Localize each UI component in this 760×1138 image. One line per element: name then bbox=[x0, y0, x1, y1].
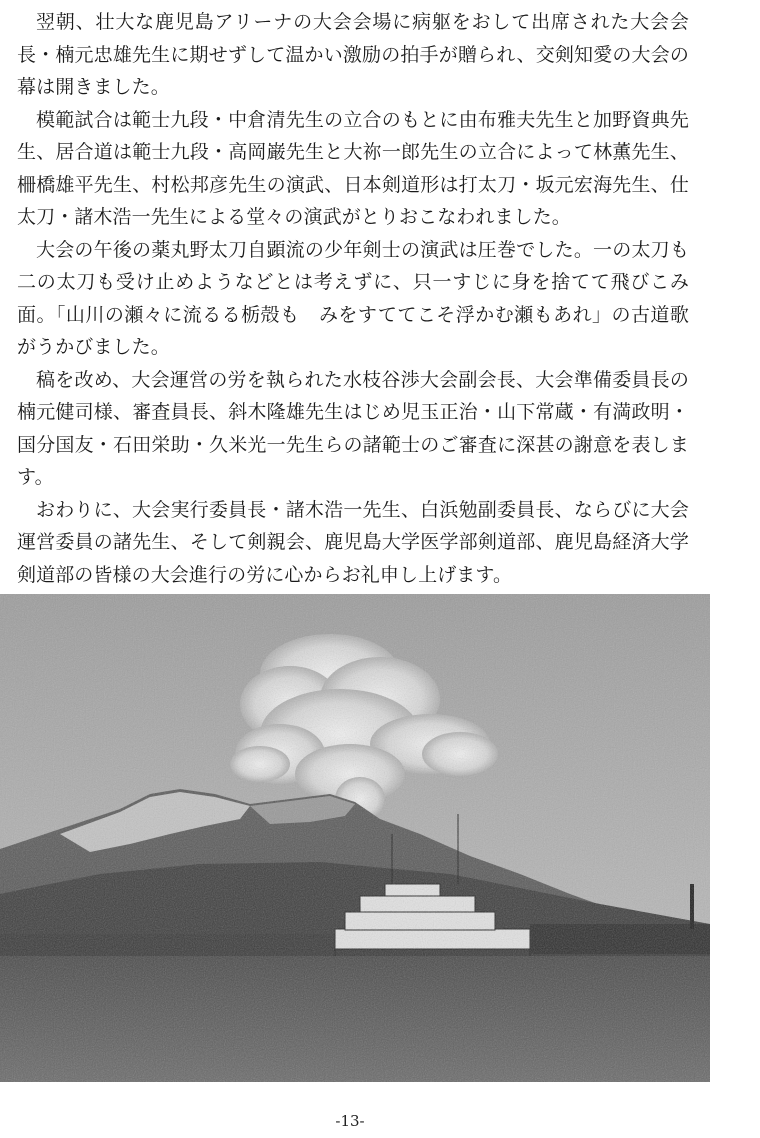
paragraph-3: 大会の午後の薬丸野太刀自顕流の少年剣士の演武は圧巻でした。一の太刀も二の太刀も受け止めようなどとは考えずに、只一すじに身を捨てて飛びこみ面。「山川の瀬々に流るる栃殻も みをすててこそ浮かむ瀬もあれ」の古道歌がうかびました。 bbox=[17, 238, 689, 358]
paragraph-4: 稿を改め、大会運営の労を執られた水枝谷渉大会副会長、大会準備委員長の楠元健司様、審査員長、斜木隆雄先生はじめ児玉正治・山下常蔵・有満政明・国分国友・石田栄助・久米光一先生らの諸範士のご審査に深甚の謝意を表します。 bbox=[17, 368, 689, 488]
paragraph-2: 模範試合は範士九段・中倉清先生の立合のもとに由布雅夫先生と加野資典先生、居合道は範士九段・高岡巌先生と大祢一郎先生の立合によって林薫先生、柵橋雄平先生、村松邦彦先生の演武、日本剣道形は打太刀・坂元宏海先生、仕太刀・諸木浩一先生による堂々の演武がとりおこなわれました。 bbox=[17, 108, 689, 228]
paragraph-5: おわりに、大会実行委員長・諸木浩一先生、白浜勉副委員長、ならびに大会運営委員の諸先生、そして剣親会、鹿児島大学医学部剣道部、鹿児島経済大学剣道部の皆様の大会進行の労に心からお礼申し上げます。 bbox=[17, 498, 689, 586]
paragraph-1: 翌朝、壮大な鹿児島アリーナの大会会場に病躯をおして出席された大会会長・楠元忠雄先生に期せずして温かい激励の拍手が贈られ、交剣知愛の大会の幕は開きました。 bbox=[17, 11, 689, 98]
volcano-photo-image bbox=[0, 594, 710, 1082]
volcano-photograph bbox=[0, 594, 710, 1082]
page-number: -13- bbox=[335, 1112, 365, 1130]
body-text bbox=[17, 6, 689, 624]
